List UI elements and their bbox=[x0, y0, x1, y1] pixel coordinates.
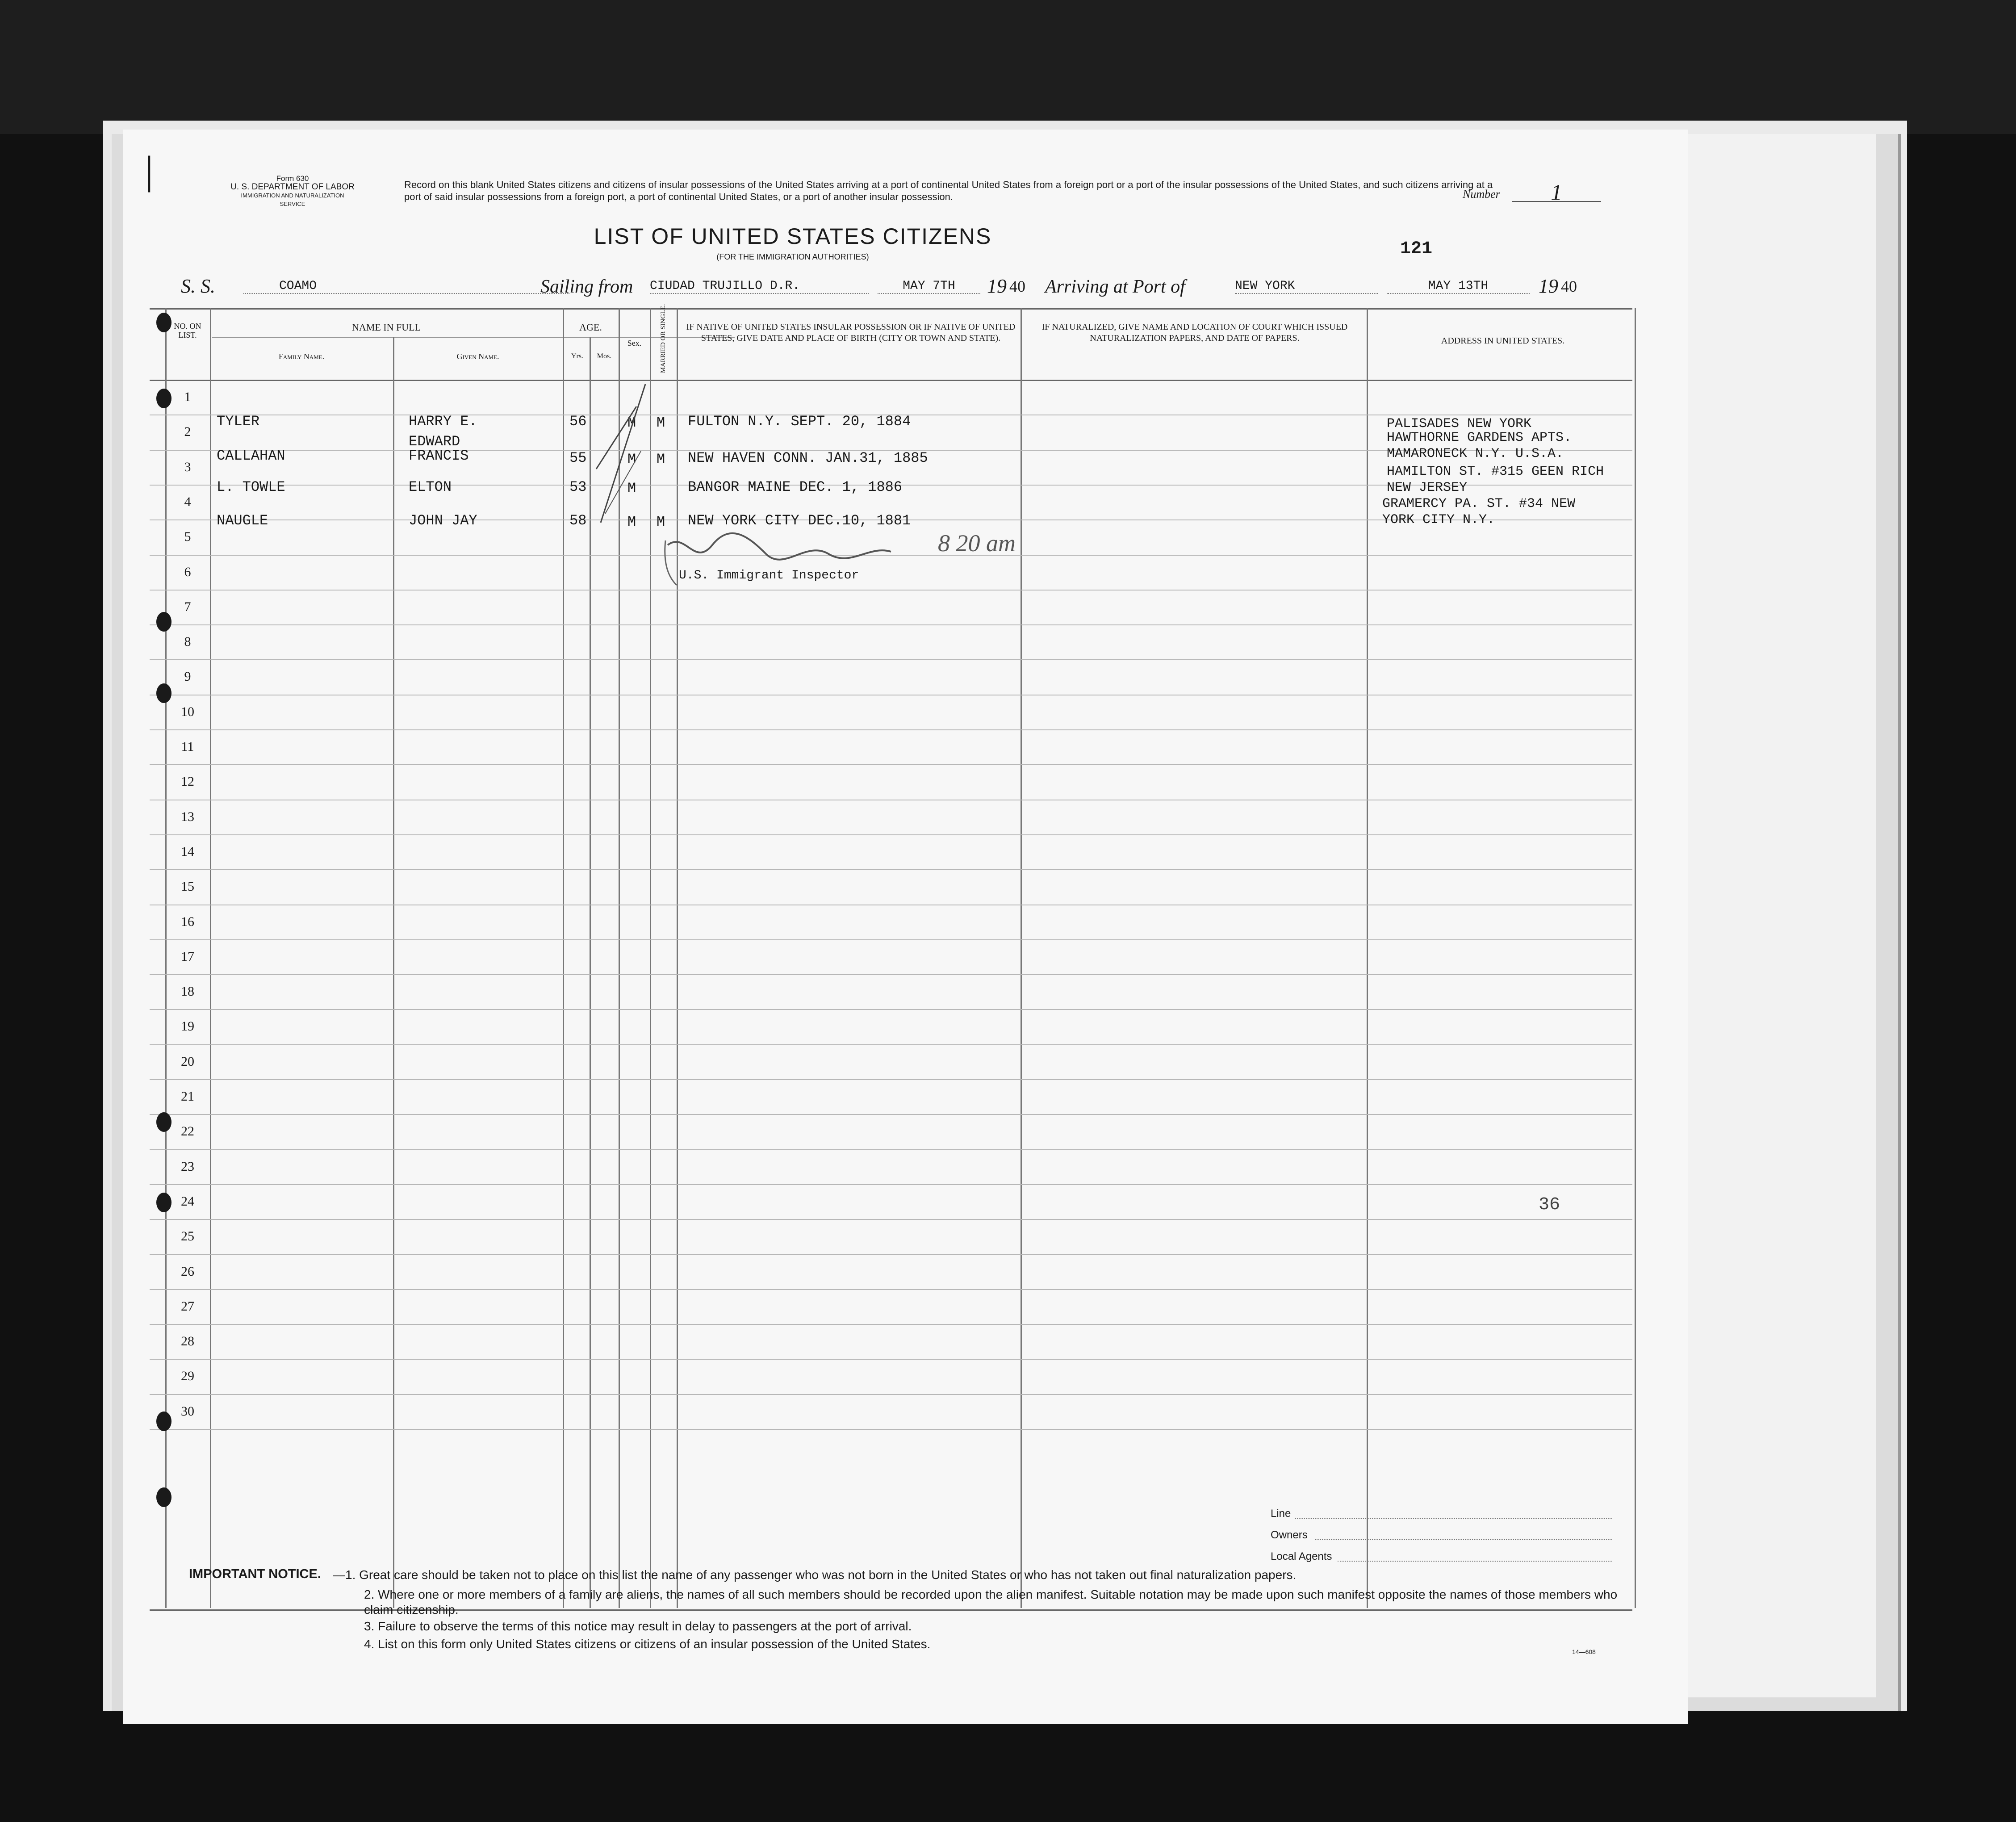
binder-hole bbox=[156, 1193, 171, 1212]
arriving-label: Arriving at Port of bbox=[1045, 276, 1185, 297]
passenger-birth: BANGOR MAINE DEC. 1, 1886 bbox=[688, 479, 903, 495]
row-number: 1 bbox=[184, 390, 191, 404]
check-strokes bbox=[587, 380, 654, 532]
document-title: LIST OF UNITED STATES CITIZENS bbox=[594, 224, 992, 249]
row-line bbox=[150, 1219, 1632, 1220]
arrival-port: NEW YORK bbox=[1235, 279, 1378, 294]
passenger-address: HAWTHORNE GARDENS APTS. MAMARONECK N.Y. U.S.A. bbox=[1387, 430, 1572, 461]
row-number: 18 bbox=[181, 984, 194, 999]
row-number: 7 bbox=[184, 599, 191, 614]
passenger-age: 56 bbox=[569, 413, 587, 430]
passenger-age: 58 bbox=[569, 512, 587, 529]
sail-date: MAY 7TH bbox=[878, 279, 980, 294]
notice-1: —1. Great care should be taken not to place on this list the name of any passenger who was not born in the United States or who has not taken out final naturalization papers. bbox=[333, 1568, 1297, 1582]
owners-label: Owners bbox=[1271, 1529, 1308, 1541]
row-number: 26 bbox=[181, 1264, 194, 1279]
row-number: 22 bbox=[181, 1124, 194, 1139]
passenger-family-name: L. TOWLE bbox=[217, 479, 285, 495]
passenger-sex: M bbox=[627, 451, 636, 468]
row-number: 3 bbox=[184, 460, 191, 474]
binder-hole bbox=[156, 1412, 171, 1431]
row-number: 2 bbox=[184, 424, 191, 439]
inspector-label: U.S. Immigrant Inspector bbox=[679, 569, 859, 582]
row-line bbox=[150, 1394, 1632, 1395]
header-age: AGE. bbox=[579, 322, 602, 333]
notice-4: 4. List on this form only United States citizens or citizens of an insular possession of the United States. bbox=[364, 1637, 931, 1651]
passenger-given-name: EDWARD FRANCIS bbox=[409, 433, 469, 464]
manifest-page bbox=[123, 130, 1688, 1724]
notice-2: 2. Where one or more members of a family are aliens, the names of all such members should be recorded upon the alien manifest. Suitable notation may be made upon such manifest opposite the names of those members who claim citizenship. bbox=[364, 1587, 1618, 1617]
col-line bbox=[1367, 308, 1368, 1608]
sail-year: 40 bbox=[1009, 277, 1025, 295]
row-number: 14 bbox=[181, 844, 194, 859]
passenger-given-name: JOHN JAY bbox=[409, 512, 477, 529]
header-yrs: Yrs. bbox=[571, 352, 584, 360]
adjacent-page bbox=[1679, 134, 1876, 1697]
passenger-address: GRAMERCY PA. ST. #34 NEW YORK CITY N.Y. bbox=[1382, 496, 1576, 528]
passenger-marital: M bbox=[657, 514, 665, 530]
row-number: 12 bbox=[181, 774, 194, 789]
row-line bbox=[150, 1184, 1632, 1185]
number-value: 1 bbox=[1512, 183, 1601, 202]
row-line bbox=[150, 1114, 1632, 1115]
binder-hole bbox=[156, 313, 171, 332]
row-number: 30 bbox=[181, 1404, 194, 1419]
page-count: 36 bbox=[1539, 1195, 1560, 1215]
row-number: 15 bbox=[181, 879, 194, 894]
agents-field bbox=[1338, 1561, 1612, 1562]
row-number: 27 bbox=[181, 1299, 194, 1314]
row-line bbox=[150, 1324, 1632, 1325]
row-number: 10 bbox=[181, 704, 194, 719]
passenger-family-name: CALLAHAN bbox=[217, 448, 285, 464]
binder-hole bbox=[156, 389, 171, 408]
row-number: 16 bbox=[181, 914, 194, 929]
row-line bbox=[150, 729, 1632, 730]
row-number: 25 bbox=[181, 1229, 194, 1244]
line-label: Line bbox=[1271, 1508, 1291, 1520]
sail-year-prefix: 19 bbox=[987, 275, 1007, 297]
row-line bbox=[150, 1079, 1632, 1080]
header-naturalized: IF NATURALIZED, GIVE NAME AND LOCATION OF COURT WHICH ISSUED NATURALIZATION PAPERS, AND DATE OF PAPERS. bbox=[1041, 322, 1348, 343]
list-number: 121 bbox=[1400, 239, 1433, 259]
col-line bbox=[1021, 308, 1022, 1608]
passenger-birth: NEW YORK CITY DEC.10, 1881 bbox=[688, 512, 911, 529]
row-line bbox=[150, 1254, 1632, 1255]
owners-field bbox=[1315, 1539, 1612, 1540]
subheader-rule bbox=[212, 337, 735, 338]
passenger-family-name: NAUGLE bbox=[217, 512, 268, 529]
row-number: 24 bbox=[181, 1194, 194, 1209]
row-number: 19 bbox=[181, 1019, 194, 1034]
print-code: 14—608 bbox=[1572, 1648, 1596, 1655]
row-number: 11 bbox=[181, 739, 194, 754]
header-married: MARRIED OR SINGLE. bbox=[660, 304, 667, 373]
passenger-marital: M bbox=[657, 415, 665, 431]
passenger-sex: M bbox=[627, 480, 636, 497]
header-mos: Mos. bbox=[597, 352, 612, 360]
passenger-birth: NEW HAVEN CONN. JAN.31, 1885 bbox=[688, 450, 928, 466]
passenger-sex: M bbox=[627, 415, 636, 431]
row-number: 4 bbox=[184, 494, 191, 509]
row-number: 28 bbox=[181, 1334, 194, 1349]
header-family-name: Family Name. bbox=[278, 352, 325, 361]
row-line bbox=[150, 624, 1632, 625]
row-line bbox=[150, 1149, 1632, 1150]
passenger-given-name: HARRY E. bbox=[409, 413, 477, 430]
binder-hole bbox=[156, 1487, 171, 1507]
passenger-age: 53 bbox=[569, 479, 587, 495]
ship-name: COAMO bbox=[243, 279, 569, 294]
inspector-time: 8 20 am bbox=[938, 530, 1016, 557]
margin-mark: | bbox=[145, 148, 154, 193]
form-id-block bbox=[230, 174, 355, 208]
row-line bbox=[150, 659, 1632, 660]
row-line bbox=[150, 974, 1632, 975]
header-name-in-full: NAME IN FULL bbox=[352, 322, 421, 333]
passenger-given-name: ELTON bbox=[409, 479, 452, 495]
notice-label: IMPORTANT NOTICE. bbox=[189, 1567, 321, 1581]
row-number: 8 bbox=[184, 634, 191, 649]
line-field bbox=[1295, 1518, 1612, 1519]
row-line bbox=[150, 590, 1632, 591]
sailing-label: Sailing from bbox=[540, 276, 633, 297]
scan-background bbox=[0, 0, 2016, 134]
row-number: 29 bbox=[181, 1369, 194, 1383]
row-line bbox=[150, 1359, 1632, 1360]
header-birth: IF NATIVE OF UNITED STATES INSULAR POSSESSION OR IF NATIVE OF UNITED STATES, GIVE DATE AND PLACE OF BIRTH (CITY OR TOWN AND STATE). bbox=[686, 322, 1016, 343]
col-line bbox=[210, 308, 211, 1608]
binder-hole bbox=[156, 1112, 171, 1132]
number-label: Number bbox=[1463, 188, 1500, 201]
department-name: U. S. DEPARTMENT OF LABOR bbox=[230, 182, 355, 192]
row-line bbox=[150, 869, 1632, 870]
agents-label: Local Agents bbox=[1271, 1550, 1332, 1562]
arrive-year-prefix: 19 bbox=[1539, 275, 1558, 297]
row-number: 17 bbox=[181, 949, 194, 964]
row-number: 20 bbox=[181, 1054, 194, 1069]
passenger-address: HAMILTON ST. #315 GEEN RICH NEW JERSEY bbox=[1387, 464, 1604, 495]
row-number: 6 bbox=[184, 565, 191, 579]
binder-hole bbox=[156, 683, 171, 703]
row-number: 9 bbox=[184, 669, 191, 684]
binder-hole bbox=[156, 612, 171, 632]
passenger-birth: FULTON N.Y. SEPT. 20, 1884 bbox=[688, 413, 911, 430]
document-subtitle: (FOR THE IMMIGRATION AUTHORITIES) bbox=[716, 252, 869, 261]
passenger-marital: M bbox=[657, 451, 665, 468]
service-name: IMMIGRATION AND NATURALIZATION SERVICE bbox=[241, 192, 344, 207]
col-line bbox=[563, 308, 564, 1608]
row-line bbox=[150, 1044, 1632, 1045]
header-rule bbox=[150, 380, 1632, 381]
row-line bbox=[150, 1009, 1632, 1010]
row-number: 21 bbox=[181, 1089, 194, 1104]
row-number: 23 bbox=[181, 1159, 194, 1174]
row-line bbox=[150, 1289, 1632, 1290]
header-given-name: Given Name. bbox=[456, 352, 499, 361]
sailing-from: CIUDAD TRUJILLO D.R. bbox=[650, 279, 869, 294]
header-no: NO. ON LIST. bbox=[174, 322, 201, 339]
row-line bbox=[150, 764, 1632, 765]
ss-label: S. S. bbox=[181, 275, 215, 297]
row-number: 5 bbox=[184, 529, 191, 544]
col-line bbox=[677, 308, 678, 1608]
form-instructions: Record on this blank United States citizens and citizens of insular possessions of the United States arriving at a port of continental United States from a foreign port or a port of the insular possessions of the United States, and such citizens arriving at a port of said insular possessions from a foreign port, a port of continental United States, or a port of another insular possession. bbox=[404, 179, 1493, 202]
passenger-age: 55 bbox=[569, 450, 587, 466]
col-line bbox=[393, 337, 394, 1608]
col-line bbox=[1635, 308, 1636, 1608]
passenger-family-name: TYLER bbox=[217, 413, 260, 430]
row-line bbox=[150, 834, 1632, 835]
form-number: Form 630 bbox=[276, 174, 309, 183]
row-line bbox=[150, 1429, 1632, 1430]
notice-3: 3. Failure to observe the terms of this notice may result in delay to passengers at the port of arrival. bbox=[364, 1619, 912, 1633]
passenger-address: PALISADES NEW YORK bbox=[1387, 416, 1532, 431]
arrival-date: MAY 13TH bbox=[1387, 279, 1530, 294]
row-line bbox=[150, 939, 1632, 940]
arrive-year: 40 bbox=[1561, 277, 1577, 295]
header-sex: Sex. bbox=[627, 339, 642, 348]
passenger-sex: M bbox=[627, 514, 636, 530]
header-address: ADDRESS IN UNITED STATES. bbox=[1441, 336, 1565, 346]
row-number: 13 bbox=[181, 809, 194, 824]
